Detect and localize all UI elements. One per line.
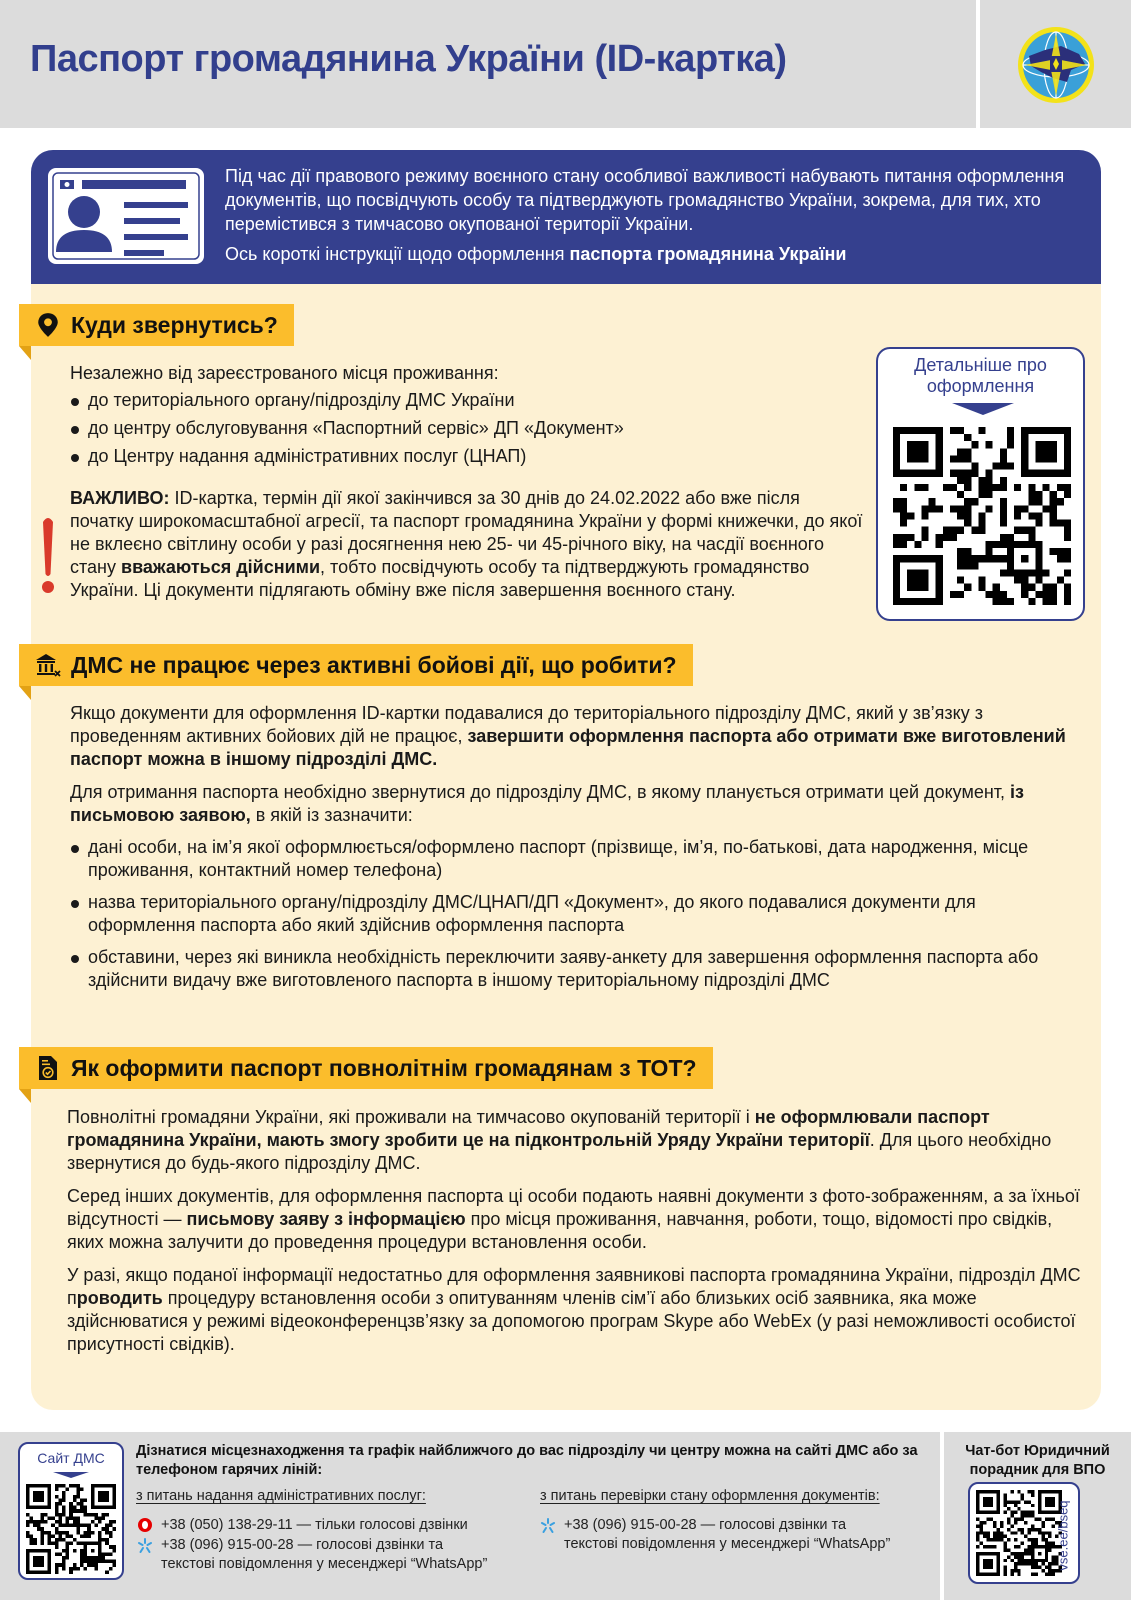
chatbot-qr-card[interactable]: [968, 1482, 1080, 1584]
admin-services-heading: з питань надання адміністративних послуг:: [136, 1488, 426, 1504]
document-check-icon: [35, 1055, 61, 1081]
paragraph-bold: із письмовою заявою,: [70, 782, 1024, 825]
where-to-apply-list: [70, 389, 860, 468]
section-title: Куди звернутись?: [71, 311, 278, 338]
kyivstar-icon: [540, 1518, 556, 1534]
dms-site-qr-title: Сайт ДМС: [37, 1450, 105, 1466]
dms-not-working-paragraph: [70, 702, 1090, 771]
tot-paragraph: [67, 1185, 1092, 1254]
paragraph-text: . Для цього необхідно звернутися до будь-якого підрозділу ДМС.: [67, 1130, 1052, 1173]
qr-code[interactable]: [26, 1484, 116, 1574]
id-card-icon: [46, 166, 206, 266]
section-title: Як оформити паспорт повнолітнім громадянам з ТОТ?: [71, 1054, 697, 1081]
important-notice-text: [70, 487, 865, 602]
exclamation-icon: [40, 516, 56, 594]
dms-emblem-icon: [1015, 24, 1097, 106]
list-item: до територіального органу/підрозділу ДМС України: [70, 389, 860, 412]
where-to-apply-lead: Незалежно від зареєстрованого місця проживання:: [70, 363, 499, 383]
dms-not-working-paragraph: [70, 781, 1090, 827]
intro-instructions: [225, 242, 1085, 266]
dms-not-working-body: [70, 702, 1090, 992]
tot-body: [67, 1106, 1092, 1356]
details-qr-card[interactable]: [876, 347, 1085, 621]
page-title: Паспорт громадянина України (ID-картка): [30, 38, 787, 80]
paragraph-text: Якщо документи для оформлення ID-картки подавалися до територіального підрозділу ДМС, який у зв’язку з проведенням активних бойових дій не працює,: [70, 703, 983, 746]
list-item: до центру обслуговування «Паспортний сервіс» ДП «Документ»: [70, 417, 860, 440]
important-label: ВАЖЛИВО:: [70, 488, 170, 508]
section-heading-where-to-apply: [19, 304, 294, 346]
list-item: дані особи, на ім’я якої оформлюється/оформлено паспорт (прізвище, ім’я, по-батькові, дата народження, місце проживання, контактний номер телефона): [70, 836, 1090, 882]
paragraph-text: Повнолітні громадяни України, які проживали на тимчасово окупованій території і: [67, 1107, 755, 1127]
paragraph-text: процедуру встановлення особи з опитуванням членів сім’ї або близьких осіб заявника, яка може здійснюватися у режимі відеоконференцзв’язку за допомогою програм Skype або WebEx (у разі неможливості особистої присутності свідків).: [67, 1288, 1076, 1354]
phone-line[interactable]: +38 (096) 915-00-28 — голосові дзвінки та: [564, 1517, 847, 1533]
important-text-part: ID-картка, термін дії якої закінчився за 30 днів до 24.02.2022 або вже після початку широкомасштабної агресії, та паспорт громадянина України у формі книжечки, до якої не вклеєно світлину особи у разі досягнення нею 25- чи 45-річного віку, на часдії воєнного стану: [70, 488, 863, 577]
paragraph-bold: не оформлювали паспорт громадянина України, мають змогу зробити це на підконтрольній Уряду України території: [67, 1107, 990, 1150]
intro-instructions-text: Ось короткі інструкції щодо оформлення: [225, 244, 570, 264]
kyivstar-icon: [137, 1538, 153, 1554]
dms-site-qr-card[interactable]: [18, 1442, 124, 1580]
phone-line[interactable]: +38 (096) 915-00-28 — голосові дзвінки та: [161, 1537, 444, 1553]
application-details-list: [70, 836, 1090, 992]
tot-paragraph: [67, 1106, 1092, 1175]
footer-contacts: [0, 1432, 940, 1600]
phone-line-note: текстові повідомлення у месенджері “WhatsApp”: [564, 1536, 891, 1552]
list-item: до Центру надання адміністративних послуг (ЦНАП): [70, 445, 860, 468]
paragraph-bold: завершити оформлення паспорта або отримати вже виготовлений паспорт можна в іншому підрозділі ДМС.: [70, 726, 1066, 769]
qr-code[interactable]: [893, 427, 1071, 605]
qr-code[interactable]: [976, 1490, 1062, 1576]
section-title: ДМС не працює через активні бойові дії, що робити?: [71, 651, 677, 678]
paragraph-text: в якій із зазначити:: [250, 805, 413, 825]
arrow-down-icon: [53, 1472, 89, 1478]
section-heading-dms-not-working: [19, 644, 693, 686]
paragraph-text: У разі, якщо поданої інформації недостатньо для оформлення заявникові паспорта громадянина України, підрозділ ДМС п: [67, 1265, 1081, 1308]
tot-paragraph: [67, 1264, 1092, 1356]
arrow-down-icon: [952, 403, 1014, 415]
ribbon-fold: [19, 686, 31, 700]
important-bold: вважаються дійсними: [121, 557, 321, 577]
paragraph-text: Для отримання паспорта необхідно звернутися до підрозділу ДМС, в якому планується отримати цей документ,: [70, 782, 1011, 802]
intro-instructions-bold: паспорта громадянина України: [569, 244, 847, 264]
phone-line[interactable]: +38 (050) 138-29-11 — тільки голосові дзвінки: [161, 1517, 468, 1533]
header-bar: [0, 0, 976, 128]
list-item: назва територіального органу/підрозділу ДМС/ЦНАП/ДП «Документ», до якого подавалися документи для оформлення паспорта або який здійснив оформлення паспорта: [70, 891, 1090, 937]
intro-paragraph: Під час дії правового режиму воєнного стану особливої важливості набувають питання оформлення документів, що посвідчують особу та підтверджують громадянство України, зокрема, для тих, хто перемістився з тимчасово окупованої території України.: [225, 166, 1065, 234]
chatbot-panel: [944, 1432, 1131, 1600]
paragraph-text: Серед інших документів, для оформлення паспорта ці особи подають наявні документи з фото-зображенням, а за їхньої відсутності —: [67, 1186, 1080, 1229]
important-text-part: , тобто посвідчують особу та підтверджують громадянство України. Ці документи підлягають обміну вже після завершення воєнного стану.: [70, 557, 810, 600]
ribbon-fold: [19, 1089, 31, 1103]
vodafone-icon: [138, 1518, 152, 1532]
footer-lead: Дізнатися місцезнаходження та графік найближчого до вас підрозділу чи центру можна на сайті ДМС або за телефоном гарячих ліній:: [136, 1443, 918, 1478]
chatbot-title: Чат-бот Юридичний порадник для ВПО: [965, 1443, 1110, 1478]
closed-bank-icon: [35, 652, 61, 678]
ribbon-fold: [19, 346, 31, 360]
document-status-heading: з питань перевірки стану оформлення документів:: [540, 1488, 880, 1504]
paragraph-bold: роводить: [76, 1288, 163, 1308]
list-item: обставини, через які виникла необхідність переключити заяву-анкету для завершення оформлення паспорта або здійснити видачу вже виготовленого паспорта в іншому територіальному підрозділі ДМС: [70, 946, 1090, 992]
section-heading-tot: [19, 1047, 713, 1089]
intro-text: [225, 164, 1085, 266]
where-to-apply-body: [70, 362, 860, 468]
map-pin-icon: [35, 312, 61, 338]
chatbot-url[interactable]: vse.ee/bseq: [1055, 1500, 1071, 1571]
qr-card-title: Детальніше про оформлення: [914, 355, 1047, 396]
phone-line-note: текстові повідомлення у месенджері “WhatsApp”: [161, 1556, 488, 1572]
paragraph-text: про місця проживання, навчання, роботи, тощо, відомості про свідків, яких можна залучити до проведення процедури встановлення особи.: [67, 1209, 1053, 1252]
paragraph-bold: письмову заяву з інформацією: [186, 1209, 466, 1229]
intro-banner: [31, 150, 1101, 284]
important-notice: [70, 487, 865, 602]
